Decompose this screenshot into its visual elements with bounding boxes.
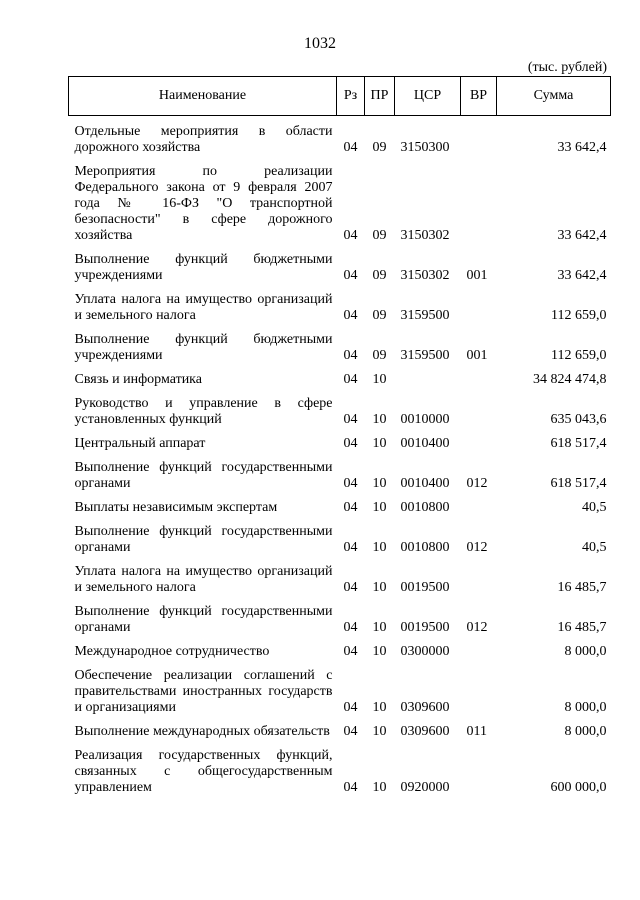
row-pr: 10 bbox=[372, 476, 387, 491]
row-pr: 10 bbox=[372, 372, 387, 387]
row-csr: 0010800 bbox=[400, 500, 450, 515]
row-vr bbox=[461, 564, 497, 596]
row-name: Центральный аппарат bbox=[74, 436, 206, 451]
row-spacer bbox=[69, 388, 611, 396]
row-rz: 04 bbox=[343, 348, 358, 363]
row-spacer-cell bbox=[69, 596, 611, 604]
row-vr: 001 bbox=[466, 348, 488, 363]
row-csr: 3150302 bbox=[400, 268, 450, 283]
row-pr: 10 bbox=[372, 620, 387, 635]
row-pr: 10 bbox=[372, 700, 387, 715]
row-sum: 8 000,0 bbox=[564, 644, 607, 659]
row-name: Выполнение функций государственными органами bbox=[74, 604, 333, 635]
row-vr bbox=[461, 124, 497, 156]
row-name: Выполнение функций бюджетными учреждениями bbox=[74, 252, 333, 283]
row-spacer-cell bbox=[69, 156, 611, 164]
row-spacer bbox=[69, 452, 611, 460]
row-name: Международное сотрудничество bbox=[74, 644, 270, 659]
row-sum: 40,5 bbox=[582, 500, 607, 515]
table-row bbox=[69, 524, 611, 556]
row-vr bbox=[461, 372, 497, 388]
row-pr: 10 bbox=[372, 436, 387, 451]
table-row bbox=[69, 460, 611, 492]
row-spacer bbox=[69, 324, 611, 332]
row-csr: 3150300 bbox=[400, 140, 450, 155]
budget-table bbox=[68, 76, 611, 796]
row-sum: 33 642,4 bbox=[557, 228, 607, 243]
row-spacer-cell bbox=[69, 716, 611, 724]
row-csr: 3159500 bbox=[400, 348, 450, 363]
row-csr: 0010000 bbox=[400, 412, 450, 427]
row-name: Мероприятия по реализации Федерального закона от 9 февраля 2007 года № 16-ФЗ "О транспортной безопасности" в сфере дорожного хозяйства bbox=[74, 164, 333, 243]
row-rz: 04 bbox=[343, 580, 358, 595]
table-row bbox=[69, 372, 611, 388]
row-name: Руководство и управление в сфере установленных функций bbox=[74, 396, 333, 427]
row-name: Реализация государственных функций, связанных с общегосударственным управлением bbox=[74, 748, 333, 795]
row-spacer bbox=[69, 428, 611, 436]
row-spacer-cell bbox=[69, 636, 611, 644]
row-rz: 04 bbox=[343, 700, 358, 715]
row-rz: 04 bbox=[343, 140, 358, 155]
header-pr: ПР bbox=[365, 77, 395, 116]
row-rz: 04 bbox=[343, 436, 358, 451]
table-row bbox=[69, 436, 611, 452]
row-spacer bbox=[69, 516, 611, 524]
row-name: Уплата налога на имущество организаций и земельного налога bbox=[74, 564, 333, 595]
row-name: Связь и информатика bbox=[74, 372, 202, 387]
row-rz: 04 bbox=[343, 308, 358, 323]
row-vr bbox=[461, 500, 497, 516]
row-spacer bbox=[69, 716, 611, 724]
row-spacer bbox=[69, 244, 611, 252]
row-csr: 0309600 bbox=[400, 724, 450, 739]
row-sum: 600 000,0 bbox=[550, 780, 607, 795]
row-rz: 04 bbox=[343, 476, 358, 491]
row-csr: 0010800 bbox=[400, 540, 450, 555]
row-spacer bbox=[69, 284, 611, 292]
row-rz: 04 bbox=[343, 228, 358, 243]
row-sum: 112 659,0 bbox=[551, 308, 607, 323]
row-spacer-cell bbox=[69, 284, 611, 292]
row-csr: 0920000 bbox=[400, 780, 450, 795]
row-spacer bbox=[69, 636, 611, 644]
row-spacer-cell bbox=[69, 364, 611, 372]
row-rz: 04 bbox=[343, 724, 358, 739]
row-vr bbox=[461, 436, 497, 452]
row-pr: 09 bbox=[372, 228, 387, 243]
table-body bbox=[69, 116, 611, 797]
row-csr: 3150302 bbox=[400, 228, 450, 243]
row-vr bbox=[461, 748, 497, 796]
row-sum: 8 000,0 bbox=[564, 700, 607, 715]
row-pr: 10 bbox=[372, 500, 387, 515]
row-vr bbox=[461, 292, 497, 324]
row-name: Выплаты независимым экспертам bbox=[74, 500, 278, 515]
row-spacer-cell bbox=[69, 388, 611, 396]
row-sum: 635 043,6 bbox=[550, 412, 607, 427]
row-vr bbox=[461, 668, 497, 716]
table-row bbox=[69, 604, 611, 636]
row-spacer bbox=[69, 556, 611, 564]
row-pr: 10 bbox=[372, 644, 387, 659]
row-vr: 011 bbox=[466, 724, 487, 739]
row-csr: 3159500 bbox=[400, 308, 450, 323]
row-spacer bbox=[69, 156, 611, 164]
row-name: Выполнение функций государственными органами bbox=[74, 524, 333, 555]
row-name: Обеспечение реализации соглашений с правительствами иностранных государств и организациями bbox=[74, 668, 333, 715]
table-row bbox=[69, 500, 611, 516]
row-spacer-cell bbox=[69, 452, 611, 460]
row-spacer-cell bbox=[69, 492, 611, 500]
row-csr: 0019500 bbox=[400, 620, 450, 635]
row-sum: 112 659,0 bbox=[551, 348, 607, 363]
row-pr: 09 bbox=[372, 140, 387, 155]
row-spacer bbox=[69, 740, 611, 748]
row-rz: 04 bbox=[343, 268, 358, 283]
row-sum: 33 642,4 bbox=[557, 140, 607, 155]
row-pr: 09 bbox=[372, 308, 387, 323]
row-pr: 09 bbox=[372, 268, 387, 283]
row-rz: 04 bbox=[343, 620, 358, 635]
row-vr bbox=[461, 396, 497, 428]
row-sum: 34 824 474,8 bbox=[533, 372, 607, 387]
row-vr bbox=[461, 164, 497, 244]
row-rz: 04 bbox=[343, 540, 358, 555]
row-spacer-cell bbox=[69, 244, 611, 252]
row-pr: 10 bbox=[372, 724, 387, 739]
table-row bbox=[69, 164, 611, 244]
row-pr: 09 bbox=[372, 348, 387, 363]
row-csr: 0010400 bbox=[400, 436, 450, 451]
row-sum: 16 485,7 bbox=[557, 620, 607, 635]
header-vr: ВР bbox=[461, 77, 497, 116]
row-pr: 10 bbox=[372, 540, 387, 555]
row-rz: 04 bbox=[343, 644, 358, 659]
table-row bbox=[69, 396, 611, 428]
row-pr: 10 bbox=[372, 780, 387, 795]
row-csr: 0309600 bbox=[400, 700, 450, 715]
table-header-row bbox=[69, 77, 611, 116]
header-name: Наименование bbox=[69, 77, 337, 116]
row-spacer-cell bbox=[69, 116, 611, 125]
row-rz: 04 bbox=[343, 780, 358, 795]
row-rz: 04 bbox=[343, 372, 358, 387]
row-sum: 16 485,7 bbox=[557, 580, 607, 595]
table-row bbox=[69, 564, 611, 596]
row-spacer-cell bbox=[69, 556, 611, 564]
row-pr: 10 bbox=[372, 412, 387, 427]
table-row bbox=[69, 724, 611, 740]
row-vr: 001 bbox=[466, 268, 488, 283]
row-rz: 04 bbox=[343, 500, 358, 515]
header-rz: Рз bbox=[337, 77, 365, 116]
row-name: Выполнение функций бюджетными учреждениями bbox=[74, 332, 333, 363]
table-row bbox=[69, 332, 611, 364]
row-spacer-cell bbox=[69, 324, 611, 332]
row-spacer bbox=[69, 492, 611, 500]
row-vr: 012 bbox=[466, 540, 488, 555]
row-sum: 618 517,4 bbox=[550, 476, 607, 491]
row-rz: 04 bbox=[343, 412, 358, 427]
table-row bbox=[69, 644, 611, 660]
row-name: Выполнение международных обязательств bbox=[74, 724, 330, 739]
row-vr: 012 bbox=[466, 476, 488, 491]
table-row bbox=[69, 124, 611, 156]
row-spacer bbox=[69, 364, 611, 372]
row-csr: 0019500 bbox=[400, 580, 450, 595]
header-csr: ЦСР bbox=[395, 77, 461, 116]
units-label: (тыс. рублей) bbox=[527, 60, 607, 75]
row-pr: 10 bbox=[372, 580, 387, 595]
row-spacer bbox=[69, 596, 611, 604]
row-spacer-cell bbox=[69, 516, 611, 524]
row-spacer-cell bbox=[69, 740, 611, 748]
row-spacer bbox=[69, 116, 611, 125]
row-vr: 012 bbox=[466, 620, 488, 635]
row-name: Выполнение функций государственными органами bbox=[74, 460, 333, 491]
table-row bbox=[69, 292, 611, 324]
row-spacer-cell bbox=[69, 660, 611, 668]
row-name: Отдельные мероприятия в области дорожного хозяйства bbox=[74, 124, 333, 155]
row-csr: 0300000 bbox=[400, 644, 450, 659]
row-vr bbox=[461, 644, 497, 660]
table-row bbox=[69, 748, 611, 796]
row-sum: 40,5 bbox=[582, 540, 607, 555]
page-number: 1032 bbox=[304, 35, 336, 52]
table-row bbox=[69, 252, 611, 284]
row-sum: 33 642,4 bbox=[557, 268, 607, 283]
row-csr bbox=[395, 372, 461, 388]
row-spacer-cell bbox=[69, 428, 611, 436]
row-sum: 8 000,0 bbox=[564, 724, 607, 739]
row-sum: 618 517,4 bbox=[550, 436, 607, 451]
row-name: Уплата налога на имущество организаций и земельного налога bbox=[74, 292, 333, 323]
header-sum: Сумма bbox=[497, 77, 611, 116]
row-csr: 0010400 bbox=[400, 476, 450, 491]
table-row bbox=[69, 668, 611, 716]
row-spacer bbox=[69, 660, 611, 668]
